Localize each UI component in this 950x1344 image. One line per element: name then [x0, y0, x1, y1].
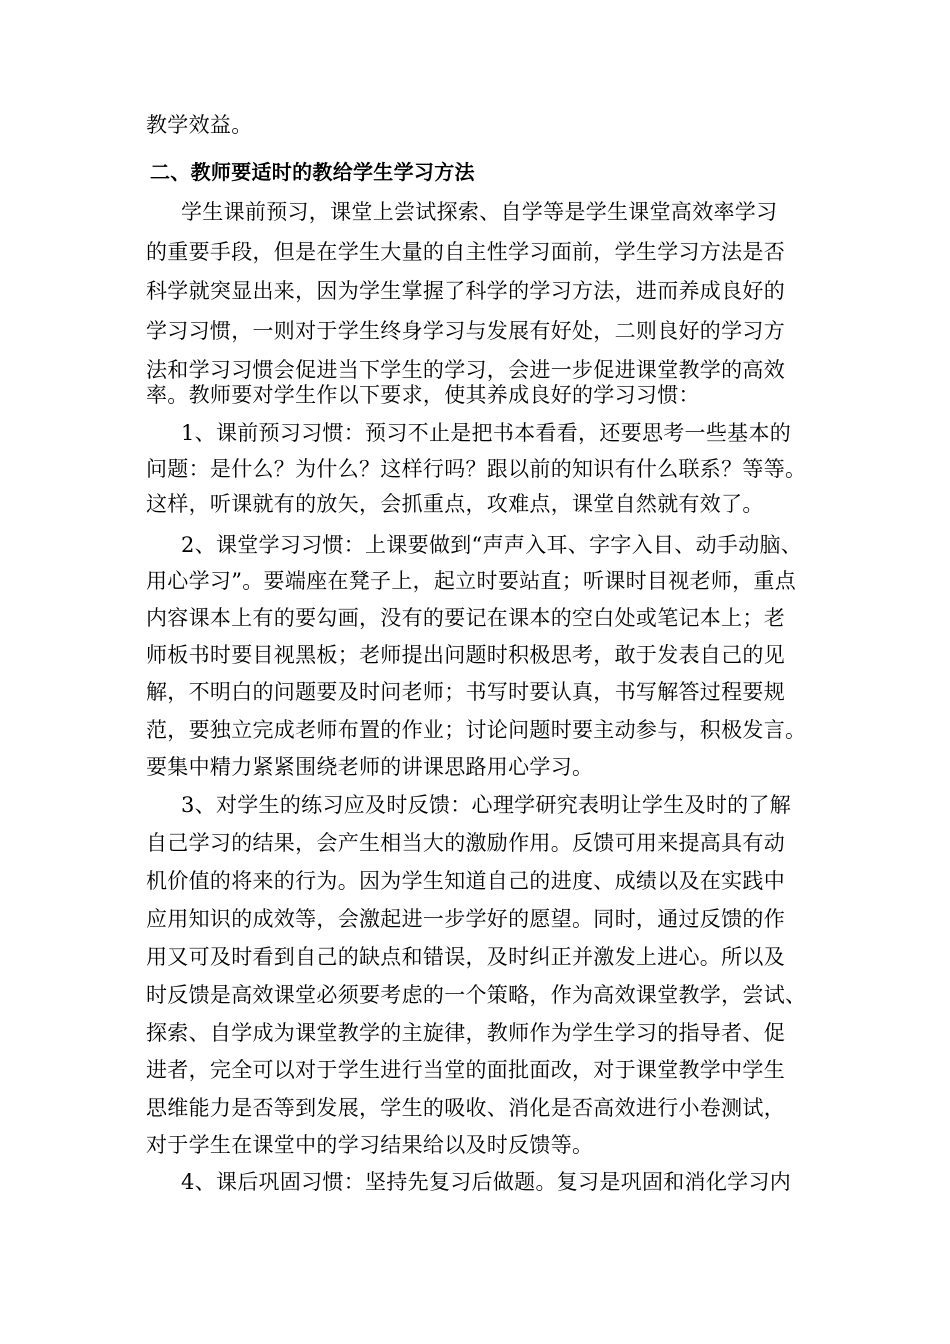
- paragraph-line: 探索、自学成为课堂教学的主旋律，教师作为学生学习的指导者、促: [146, 1021, 785, 1045]
- paragraph-line: 自己学习的结果，会产生相当大的激励作用。反馈可用来提高具有动: [146, 831, 785, 855]
- paragraph-line: 问题：是什么？为什么？这样行吗？跟以前的知识有什么联系？等等。: [146, 457, 807, 481]
- paragraph-line: 师板书时要目视黑板；老师提出问题时积极思考，敢于发表自己的见: [146, 643, 785, 667]
- paragraph-line: 要集中精力紧紧围绕老师的讲课思路用心学习。: [146, 755, 594, 779]
- paragraph-line: 时反馈是高效课堂必须要考虑的一个策略，作为高效课堂教学，尝试、: [146, 983, 807, 1007]
- paragraph-line: 对于学生在课堂中的学习结果给以及时反馈等。: [146, 1133, 594, 1157]
- paragraph-line: 用心学习”。要端座在凳子上，起立时要站直；听课时目视老师，重点: [146, 569, 797, 593]
- paragraph-line: 4、课后巩固习惯：坚持先复习后做题。复习是巩固和消化学习内: [181, 1170, 792, 1194]
- paragraph-line: 这样，听课就有的放矢，会抓重点，攻难点，课堂自然就有效了。: [146, 492, 764, 516]
- paragraph-line: 率。教师要对学生作以下要求，使其养成良好的学习习惯：: [146, 383, 700, 407]
- paragraph-line: 应用知识的成效等，会激起进一步学好的愿望。同时，通过反馈的作: [146, 907, 785, 931]
- paragraph-line: 学习习惯，一则对于学生终身学习与发展有好处，二则良好的学习方: [146, 319, 785, 343]
- paragraph-line: 思维能力是否等到发展，学生的吸收、消化是否高效进行小卷测试，: [146, 1096, 785, 1120]
- paragraph-line: 3、对学生的练习应及时反馈：心理学研究表明让学生及时的了解: [181, 793, 792, 817]
- paragraph-line: 范，要独立完成老师布置的作业；讨论问题时要主动参与，积极发言。: [146, 718, 807, 742]
- paragraph-line: 进者，完全可以对于学生进行当堂的面批面改，对于课堂教学中学生: [146, 1058, 785, 1082]
- paragraph-line: 学生课前预习，课堂上尝试探索、自学等是学生课堂高效率学习: [181, 200, 778, 224]
- paragraph-line: 科学就突显出来，因为学生掌握了科学的学习方法，进而养成良好的: [146, 279, 785, 303]
- paragraph-line: 的重要手段，但是在学生大量的自主性学习面前，学生学习方法是否: [146, 240, 785, 264]
- paragraph-line: 1、课前预习习惯：预习不止是把书本看看，还要思考一些基本的: [181, 421, 792, 445]
- paragraph-line: 内容课本上有的要勾画，没有的要记在课本的空白处或笔记本上；老: [146, 606, 785, 630]
- paragraph-line: 解，不明白的问题要及时问老师；书写时要认真，书写解答过程要规: [146, 680, 785, 704]
- paragraph-line: 2、课堂学习习惯：上课要做到“声声入耳、字字入目、动手动脑、: [181, 533, 803, 557]
- paragraph-line: 机价值的将来的行为。因为学生知道自己的进度、成绩以及在实践中: [146, 869, 785, 893]
- paragraph-line: 教学效益。: [146, 113, 253, 137]
- paragraph-line: 法和学习习惯会促进当下学生的学习，会进一步促进课堂教学的高效: [146, 358, 785, 382]
- section-heading: 二、教师要适时的教给学生学习方法: [150, 160, 475, 184]
- paragraph-line: 用又可及时看到自己的缺点和错误，及时纠正并激发上进心。所以及: [146, 945, 785, 969]
